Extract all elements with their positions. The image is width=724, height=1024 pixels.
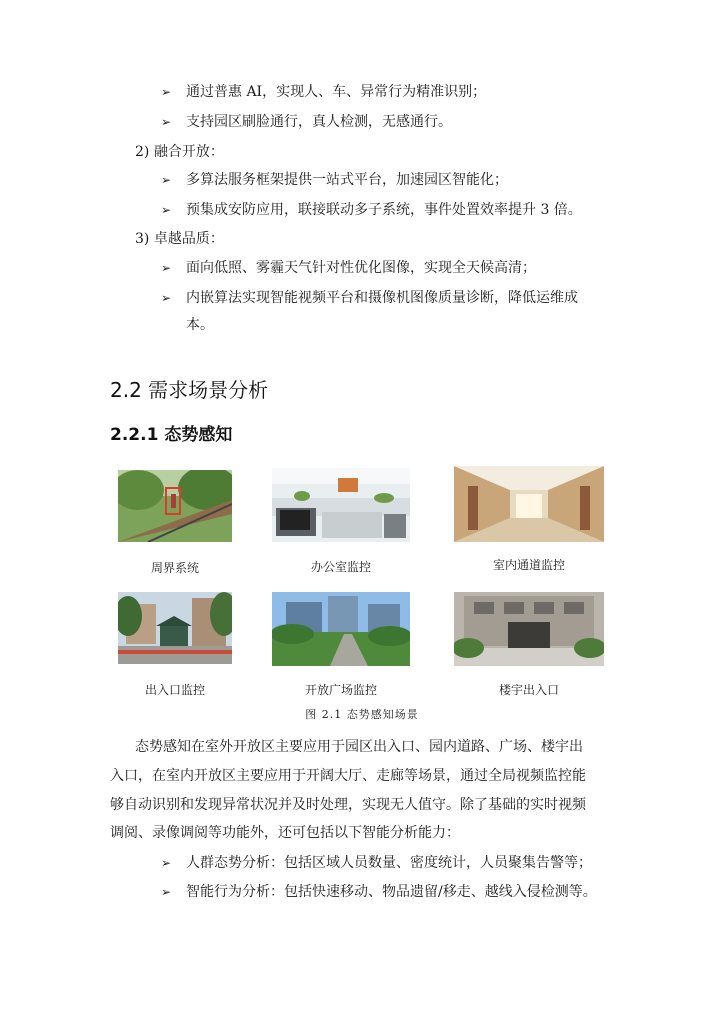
photo-corridor — [454, 466, 604, 542]
bullet-text: 预集成安防应用，联接联动多子系统，事件处置效率提升 3 倍。 — [186, 202, 582, 218]
bullet-arrow-icon: ➢ — [161, 856, 172, 870]
photo-office — [272, 468, 410, 542]
list-item-label: 3) 卓越品质： — [135, 231, 224, 247]
figure-caption-1: 周界系统 — [150, 561, 199, 575]
bullet-text: 智能行为分析：包括快速移动、物品遗留/移走、越线入侵检测等。 — [186, 884, 597, 900]
paragraph-line: 够自动识别和发现异常状况并及时处理，实现无人值守。除了基础的实时视频 — [110, 797, 586, 813]
bullet-arrow-icon: ➢ — [161, 261, 172, 275]
bullet-text: 面向低照、雾霾天气针对性优化图像，实现全天候高清； — [186, 260, 536, 276]
photo-building-entrance — [454, 592, 604, 666]
bullet-text: 人群态势分析：包括区域人员数量、密度统计，人员聚集告警等； — [186, 855, 592, 871]
photo-plaza — [272, 592, 410, 666]
bullet-continuation: 本。 — [186, 317, 214, 333]
paragraph-line: 调阅、录像调阅等功能外，还可包括以下智能分析能力： — [110, 825, 460, 841]
paragraph-line: 态势感知在室外开放区主要应用于园区出入口、园内道路、广场、楼宇出 — [135, 739, 583, 755]
figure-caption-5: 开放广场监控 — [304, 683, 377, 697]
bullet-arrow-icon: ➢ — [161, 173, 172, 187]
section-title: 2.2 需求场景分析 — [110, 378, 269, 402]
figure-title: 图 2.1 态势感知场景 — [305, 708, 419, 721]
bullet-arrow-icon: ➢ — [161, 85, 172, 99]
list-item-label: 2) 融合开放： — [135, 144, 224, 160]
figure-caption-3: 室内通道监控 — [492, 558, 565, 572]
figure-caption-4: 出入口监控 — [144, 683, 205, 697]
photo-entrance — [118, 592, 232, 664]
bullet-text: 内嵌算法实现智能视频平台和摄像机图像质量诊断，降低运维成 — [186, 290, 578, 306]
bullet-text: 多算法服务框架提供一站式平台，加速园区智能化； — [186, 172, 508, 188]
bullet-arrow-icon: ➢ — [161, 115, 172, 129]
bullet-arrow-icon: ➢ — [161, 885, 172, 899]
subsection-title: 2.2.1 态势感知 — [110, 425, 233, 445]
bullet-arrow-icon: ➢ — [161, 203, 172, 217]
bullet-text: 支持园区刷脸通行，真人检测，无感通行。 — [186, 114, 452, 130]
bullet-arrow-icon: ➢ — [161, 291, 172, 305]
bullet-text: 通过普惠 AI，实现人、车、异常行为精准识别； — [186, 84, 487, 100]
figure-caption-6: 楼宇出入口 — [498, 683, 559, 697]
figure-caption-2: 办公室监控 — [310, 560, 371, 574]
paragraph-line: 入口，在室内开放区主要应用于开阔大厅、走廊等场景，通过全局视频监控能 — [110, 768, 586, 784]
photo-perimeter — [118, 470, 232, 542]
